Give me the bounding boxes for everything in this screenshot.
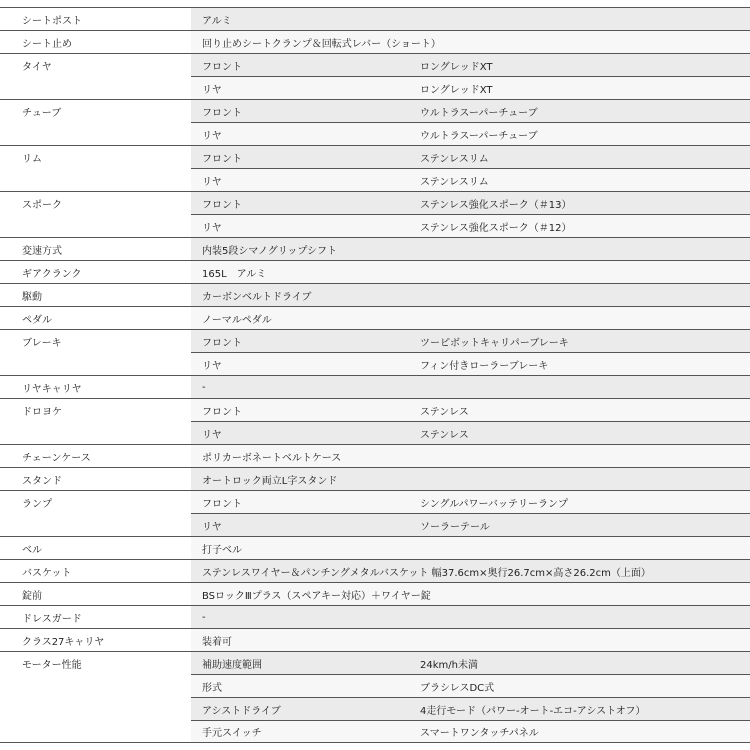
spec-row — [0, 76, 750, 99]
spec-value-cell — [191, 54, 750, 76]
spec-value: 24km/h未満 — [420, 659, 478, 671]
spec-label: シートポスト — [22, 15, 82, 27]
spec-label: 変速方式 — [22, 245, 62, 257]
spec-value-cell — [191, 353, 750, 375]
spec-sub-label: フロント — [202, 498, 242, 510]
spec-value-cell — [191, 721, 750, 742]
spec-label-cell — [0, 399, 191, 421]
spec-row — [0, 605, 750, 628]
spec-row — [0, 720, 750, 743]
spec-value: ソーラーテール — [420, 521, 490, 533]
spec-value: ステンレス — [420, 429, 469, 441]
spec-value: ツーピボットキャリパーブレーキ — [420, 337, 569, 349]
spec-label-cell — [0, 31, 191, 53]
spec-label-cell — [0, 168, 191, 191]
spec-sub-label: 手元スイッチ — [202, 728, 262, 739]
spec-label-cell — [0, 652, 191, 674]
spec-value-cell — [191, 537, 750, 559]
spec-sub-label: リヤ — [202, 176, 222, 188]
spec-label-cell — [0, 629, 191, 651]
spec-label: チューブ — [22, 107, 62, 119]
spec-row — [0, 651, 750, 674]
spec-label: 錠前 — [22, 590, 42, 602]
spec-label-cell — [0, 146, 191, 168]
spec-value-cell — [191, 376, 750, 398]
spec-value-cell — [191, 652, 750, 674]
spec-label-cell — [0, 583, 191, 605]
spec-value-cell — [191, 422, 750, 444]
spec-value: ステンレスリム — [420, 153, 489, 165]
spec-label-cell — [0, 54, 191, 76]
spec-label-cell — [0, 8, 191, 30]
spec-value: ロングレッドXT — [420, 84, 493, 96]
spec-value-cell — [191, 146, 750, 168]
spec-label-cell — [0, 697, 191, 720]
spec-label-cell — [0, 238, 191, 260]
spec-value: ウルトラスーパーチューブ — [420, 130, 538, 142]
spec-row — [0, 559, 750, 582]
spec-value: 内装5段シマノグリップシフト — [202, 245, 337, 257]
spec-label-cell — [0, 445, 191, 467]
spec-value: ウルトラスーパーチューブ — [420, 107, 538, 119]
spec-sub-label: リヤ — [202, 429, 222, 441]
spec-value: ブラシレスDC式 — [420, 682, 495, 694]
spec-label-cell — [0, 720, 191, 742]
spec-value-cell — [191, 583, 750, 605]
spec-row — [0, 536, 750, 559]
spec-value: 回り止めシートクランプ＆回転式レバー（ショート） — [202, 38, 441, 50]
spec-value: 打子ベル — [202, 544, 242, 556]
spec-row — [0, 628, 750, 651]
spec-label: リム — [22, 153, 42, 165]
spec-label-cell — [0, 468, 191, 490]
spec-label-cell — [0, 307, 191, 329]
spec-value-cell — [191, 491, 750, 513]
spec-label-cell — [0, 76, 191, 99]
spec-row — [0, 329, 750, 352]
spec-value: 装着可 — [202, 636, 232, 648]
spec-value-cell — [191, 560, 750, 582]
spec-row — [0, 122, 750, 145]
spec-value: ステンレスリム — [420, 176, 489, 188]
spec-sub-label: フロント — [202, 406, 242, 418]
spec-label: ランプ — [22, 498, 52, 510]
spec-row — [0, 674, 750, 697]
spec-value: フィン付きローラーブレーキ — [420, 360, 549, 372]
spec-label-cell — [0, 376, 191, 398]
spec-sub-label: フロント — [202, 337, 242, 349]
spec-sub-label: リヤ — [202, 222, 222, 234]
spec-sub-label: フロント — [202, 153, 242, 165]
spec-value: ポリカーボネートベルトケース — [202, 452, 342, 464]
spec-label: スポーク — [22, 199, 62, 211]
spec-value-cell — [191, 100, 750, 122]
spec-value-cell — [191, 238, 750, 260]
spec-value-cell — [191, 31, 750, 53]
spec-value-cell — [191, 675, 750, 697]
spec-label-cell — [0, 214, 191, 237]
spec-value: 4走行モード（パワー-オート-エコ-アシストオフ） — [420, 705, 646, 717]
spec-value: ステンレス強化スポーク（＃13） — [420, 199, 572, 211]
spec-sub-label: リヤ — [202, 130, 222, 142]
spec-value: ロングレッドXT — [420, 61, 493, 73]
spec-row — [0, 145, 750, 168]
spec-value: ステンレスワイヤー＆パンチングメタルバスケット 幅37.6cm×奥行26.7cm×高さ26.2cm（上面） — [202, 567, 651, 579]
spec-sub-label: 形式 — [202, 682, 222, 694]
spec-value-cell — [191, 307, 750, 329]
spec-row — [0, 444, 750, 467]
spec-value-cell — [191, 468, 750, 490]
spec-row — [0, 398, 750, 421]
spec-label: バスケット — [22, 567, 72, 579]
spec-value-cell — [191, 215, 750, 237]
spec-value: オートロック両立L字スタンド — [202, 475, 338, 487]
spec-value: スマートワンタッチパネル — [420, 728, 539, 739]
spec-value-cell — [191, 123, 750, 145]
spec-sub-label: フロント — [202, 199, 242, 211]
spec-value-cell — [191, 698, 750, 720]
spec-label: 駆動 — [22, 291, 42, 303]
spec-label: タイヤ — [22, 61, 52, 73]
spec-label-cell — [0, 560, 191, 582]
spec-label-cell — [0, 674, 191, 697]
spec-sub-label: フロント — [202, 61, 242, 73]
spec-row — [0, 191, 750, 214]
spec-value: - — [202, 611, 206, 623]
spec-label: ベル — [22, 544, 42, 556]
spec-row — [0, 490, 750, 513]
spec-row — [0, 214, 750, 237]
spec-label-cell — [0, 421, 191, 444]
spec-row — [0, 168, 750, 191]
spec-value-cell — [191, 261, 750, 283]
spec-value-cell — [191, 606, 750, 628]
spec-row — [0, 306, 750, 329]
spec-label-cell — [0, 284, 191, 306]
spec-table — [0, 7, 750, 743]
spec-value-cell — [191, 330, 750, 352]
spec-value-cell — [191, 399, 750, 421]
spec-label-cell — [0, 537, 191, 559]
spec-label-cell — [0, 122, 191, 145]
spec-label-cell — [0, 491, 191, 513]
spec-value: - — [202, 381, 206, 393]
spec-sub-label: リヤ — [202, 84, 222, 96]
spec-label-cell — [0, 261, 191, 283]
spec-value: ノーマルペダル — [202, 314, 272, 326]
spec-row — [0, 582, 750, 605]
spec-value-cell — [191, 284, 750, 306]
spec-label: ブレーキ — [22, 337, 62, 349]
spec-row — [0, 7, 750, 30]
spec-label-cell — [0, 513, 191, 536]
spec-sub-label: フロント — [202, 107, 242, 119]
spec-label-cell — [0, 352, 191, 375]
spec-value: ステンレス強化スポーク（＃12） — [420, 222, 572, 234]
spec-value: ステンレス — [420, 406, 469, 418]
spec-row — [0, 260, 750, 283]
spec-label-cell — [0, 606, 191, 628]
spec-sub-label: リヤ — [202, 521, 222, 533]
spec-row — [0, 283, 750, 306]
spec-label: クラス27キャリヤ — [22, 636, 105, 648]
spec-sub-label: 補助速度範囲 — [202, 659, 262, 671]
spec-row — [0, 375, 750, 398]
spec-row — [0, 53, 750, 76]
spec-label-cell — [0, 330, 191, 352]
spec-value-cell — [191, 77, 750, 99]
spec-row — [0, 30, 750, 53]
spec-row — [0, 513, 750, 536]
spec-label: ペダル — [22, 314, 52, 326]
spec-value-cell — [191, 192, 750, 214]
spec-row — [0, 697, 750, 720]
spec-row — [0, 421, 750, 444]
spec-label: スタンド — [22, 475, 62, 487]
spec-value: BSロックⅢプラス（スペアキー対応）＋ワイヤー錠 — [202, 590, 431, 602]
spec-label: シート止め — [22, 38, 72, 50]
spec-label-cell — [0, 192, 191, 214]
spec-row — [0, 237, 750, 260]
spec-row — [0, 467, 750, 490]
spec-label: ドロヨケ — [22, 406, 62, 418]
spec-label: ドレスガード — [22, 613, 82, 625]
spec-label: チェーンケース — [22, 452, 91, 464]
spec-label: モーター性能 — [22, 659, 82, 671]
spec-row — [0, 99, 750, 122]
spec-value: 165L アルミ — [202, 268, 267, 280]
spec-label: リヤキャリヤ — [22, 383, 82, 395]
spec-row — [0, 352, 750, 375]
spec-value-cell — [191, 445, 750, 467]
spec-value-cell — [191, 514, 750, 536]
spec-value: シングルパワーバッテリーランプ — [420, 498, 569, 510]
spec-label-cell — [0, 100, 191, 122]
spec-sub-label: アシストドライブ — [202, 705, 281, 717]
spec-value-cell — [191, 8, 750, 30]
spec-value: カーボンベルトドライブ — [202, 291, 312, 303]
spec-value-cell — [191, 629, 750, 651]
spec-value: アルミ — [202, 15, 232, 27]
spec-label: ギアクランク — [22, 268, 82, 280]
spec-value-cell — [191, 169, 750, 191]
spec-sub-label: リヤ — [202, 360, 222, 372]
